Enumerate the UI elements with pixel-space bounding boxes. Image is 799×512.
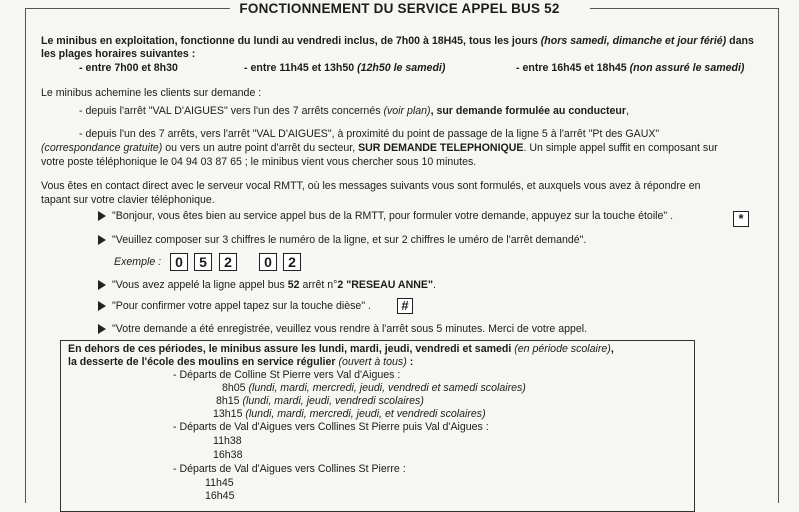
departures-heading-3: - Départs de Val d'Aigues vers Collines St Pierre : [173, 463, 406, 475]
route-line-1-text: - depuis l'arrêt "VAL D'AIGUES" vers l'un des 7 arrêts concernés [79, 105, 384, 117]
page-title: FONCTIONNEMENT DU SERVICE APPEL BUS 52 [239, 1, 560, 16]
departure-time: 16h45 [205, 490, 235, 502]
message-5: "Votre demande a été enregistrée, veuillez vous rendre à l'arrêt sous 5 minutes. Merci de votre appel. [112, 323, 588, 335]
star-key-icon: * [733, 211, 749, 227]
school-heading-1-end: , [610, 343, 614, 355]
school-heading-2-note: (ouvert à tous) [338, 356, 407, 368]
message-2: "Veuillez composer sur 3 chiffres le numéro de la ligne, et sur 2 chiffres le uméro de l'arrêt demandé". [112, 234, 587, 246]
school-heading-1-text: En dehors de ces périodes, le minibus assure les lundi, mardi, jeudi, vendredi et samedi [68, 343, 515, 355]
example-label: Exemple : [114, 256, 162, 268]
route-phone-demand: SUR DEMANDE TELEPHONIQUE [358, 142, 524, 154]
message-3-text: "Vous avez appelé la ligne appel bus [112, 279, 288, 291]
departure-time [216, 395, 424, 408]
message-3-stop-number: 2 [337, 279, 344, 291]
message-4: "Pour confirmer votre appel tapez sur la touche dièse" . [112, 300, 371, 312]
school-heading-2 [68, 356, 413, 369]
example-digit: 2 [283, 253, 301, 271]
bullet-arrow-icon [98, 235, 106, 245]
departure-time [213, 408, 486, 421]
frame-right-border [778, 8, 779, 503]
time-slot-2-note: (12h50 le samedi) [357, 62, 446, 74]
time-slot-2 [244, 62, 445, 75]
example-digit: 5 [194, 253, 212, 271]
departure-time [222, 382, 526, 395]
hash-key-icon: # [397, 298, 413, 314]
intro-text: Le minibus en exploitation, fonctionne du lundi au vendredi inclus, de 7h00 à 18H45, tous les jours [41, 35, 541, 47]
route-line-1-condition: , sur demande formulée au conducteur [430, 105, 626, 117]
message-1-text: "Bonjour, vous êtes bien au service appel bus de la RMTT, pour formuler votre demande, appuyez sur la touche étoile" . [112, 210, 674, 222]
route-correspondance-note: (correspondance gratuite) [41, 142, 163, 154]
route-line-1-end: , [626, 105, 629, 117]
time-slot-3-label: - entre 16h45 et 18h45 [516, 62, 630, 74]
time-slot-3 [516, 62, 744, 75]
time-slot-1: - entre 7h00 et 8h30 [79, 62, 178, 74]
server-line-1: Vous êtes en contact direct avec le serveur vocal RMTT, où les messages suivants vous sont formulés, et auxquels vous avez à répondre en [41, 180, 701, 192]
route-intro: Le minibus achemine les clients sur demande : [41, 87, 262, 99]
example-digit: 0 [170, 253, 188, 271]
bullet-arrow-icon [98, 301, 106, 311]
bullet-arrow-icon [98, 324, 106, 334]
school-heading-1 [68, 343, 614, 356]
message-3-line: 52 [287, 279, 300, 291]
departure-time-value: 8h05 [222, 382, 249, 394]
departure-time: 16h38 [213, 449, 243, 461]
route-line-3-end: . Un simple appel suffit en composant sur [523, 142, 718, 154]
message-1 [112, 210, 673, 223]
bullet-arrow-icon [98, 211, 106, 221]
route-line-3 [41, 142, 718, 155]
route-line-3-text: ou vers un autre point d'arrêt du secteur, [162, 142, 359, 154]
intro-text-end: dans les plages horaires suivantes : [41, 35, 754, 61]
route-line-1 [79, 105, 629, 118]
school-heading-2-text: la desserte de l'école des moulins en service régulier [68, 356, 339, 368]
message-3-stop-name: "RESEAU ANNE" [343, 279, 433, 291]
school-heading-2-end: : [406, 356, 414, 368]
departure-time-value: 13h15 [213, 408, 246, 420]
departures-heading-1: - Départs de Colline St Pierre vers Val d'Aigues : [173, 369, 401, 381]
frame-left-border [25, 8, 26, 503]
example-digit: 0 [259, 253, 277, 271]
departure-time-value: 8h15 [216, 395, 243, 407]
departures-heading-2: - Départs de Val d'Aigues vers Collines St Pierre puis Val d'Aigues : [173, 421, 489, 433]
intro-exclusions: (hors samedi, dimanche et jour férié) [540, 35, 727, 47]
message-3-end: . [432, 279, 436, 291]
route-line-2: - depuis l'un des 7 arrêts, vers l'arrêt "VAL D'AIGUES", à proximité du point de passage de la ligne 5 à l'arrêt "Pt des GAUX" [79, 128, 660, 140]
departure-days: (lundi, mardi, mercredi, jeudi, vendredi et samedi scolaires) [248, 382, 526, 394]
route-phone-line: votre poste téléphonique le 04 94 03 87 65 ; le minibus vient vous chercher sous 10 minutes. [41, 156, 477, 168]
departure-days: (lundi, mardi, mercredi, jeudi, et vendredi scolaires) [245, 408, 486, 420]
intro-paragraph [41, 35, 771, 62]
message-3-stop-label: arrêt n° [299, 279, 338, 291]
time-slot-2-label: - entre 11h45 et 13h50 [244, 62, 358, 74]
school-heading-1-note: (en période scolaire) [514, 343, 611, 355]
departure-time: 11h45 [205, 477, 234, 489]
server-line-2: tapant sur votre clavier téléphonique. [41, 194, 215, 206]
departure-days: (lundi, mardi, jeudi, vendredi scolaires) [242, 395, 424, 407]
example-digit: 2 [219, 253, 237, 271]
departure-time: 11h38 [213, 435, 242, 447]
route-line-1-note: (voir plan) [383, 105, 431, 117]
bullet-arrow-icon [98, 280, 106, 290]
time-slot-3-note: (non assuré le samedi) [629, 62, 745, 74]
message-3 [112, 279, 436, 292]
